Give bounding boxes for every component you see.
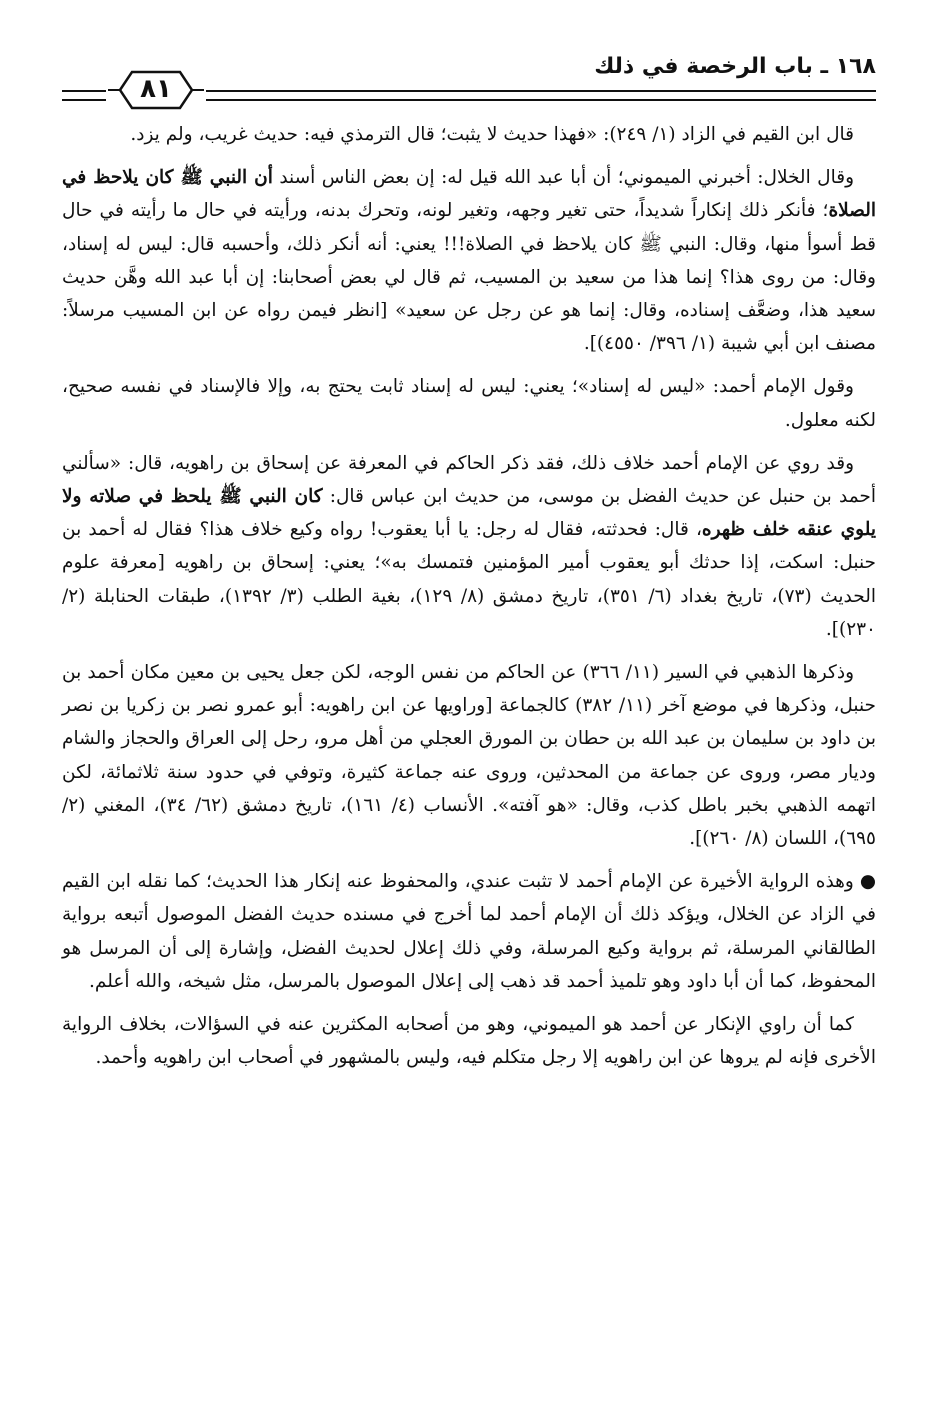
paragraph-text: كما أن راوي الإنكار عن أحمد هو الميموني، وهو من أصحابه المكثرين عنه في السؤالات، بخلاف الرواية الأخرى فإنه لم يروها عن ابن راهويه إلا رجل متكلم فيه، وليس بالمشهور في أصحاب ابن راهويه وأحمد.: [62, 1014, 876, 1069]
paragraph-ahmad-statement: [62, 370, 876, 436]
paragraph-text: وقد روي عن الإمام أحمد خلاف ذلك، فقد ذكر الحاكم في المعرفة عن إسحاق بن راهويه، قال: «سألني أحمد بن حنبل عن حديث الفضل بن موسى، من حديث ابن عباس قال:: [62, 452, 876, 508]
paragraph-hakim: [62, 447, 876, 646]
highlighted-hadith: كان النبي ﷺ يلحظ في صلاته ولا يلوي عنقه خلف ظهره: [62, 486, 876, 541]
paragraph-author-note: [62, 865, 876, 998]
paragraph-text: وقال الخلال: أخبرني الميموني؛ أن أبا عبد الله قيل له: إن بعض الناس أسند: [272, 167, 854, 189]
highlighted-hadith: أن النبي ﷺ كان يلاحظ في الصلاة: [62, 167, 876, 222]
page-number: ٨١: [140, 74, 172, 104]
bullet-icon: ●: [859, 871, 876, 893]
page-header: [62, 52, 876, 108]
paragraph-text: وهذه الرواية الأخيرة عن الإمام أحمد لا تثبت عندي، والمحفوظ عنه إنكار هذا الحديث؛ كما نقله ابن القيم في الزاد عن الخلال، ويؤكد ذلك أن الإمام أحمد لما أخرج في مسنده حديث الفضل الموصول أتبعه برواية الطالقاني المرسلة، ثم برواية وكيع المرسلة، وفي ذلك إعلال لحديث الفضل، وإشارة إلى أن المرسل هو المحفوظ، كما أن أبا داود وهو تلميذ أحمد قد ذهب إلى إعلال الموصول بالمرسل، مثل شيخه، والله أعلم.: [62, 871, 876, 992]
paragraph-ibn-qayyim: [62, 118, 876, 151]
paragraph-dhahabi: [62, 656, 876, 855]
paragraph-text: ؛ فأنكر ذلك إنكاراً شديداً، حتى تغير وجهه، وتغير لونه، وتحرك بدنه، ورأيته في حال ما رأيته في حال قط أسوأ منها، وقال: النبي ﷺ كان يلاحظ في الصلاة!!! يعني: أنه أنكر ذلك، وأحسبه قال: ليس له إسناد، وقال: من روى هذا؟ إنما هذا من سعيد بن المسيب، ثم قال لي بعض أصحابنا: إن أبا عبد الله وهَّن حديث سعيد هذا، وضعَّف إسناده، وقال: إنما هو عن رجل عن سعيد» [انظر فيمن رواه عن ابن المسيب مرسلاً: مصنف ابن أبي شيبة (١/ ٣٩٦/ ٤٥٥٠)].: [62, 200, 876, 355]
paragraph-khallal: [62, 161, 876, 360]
paragraph-text: ، قال: فحدثته، فقال له رجل: يا أبا يعقوب! رواه وكيع خلاف هذا؟ فقال له أحمد بن حنبل: اسكت، إذا حدثك أبو يعقوب أمير المؤمنين فتمسك به»؛ يعني: إسحاق بن راهويه [معرفة علوم الحديث (٧٣)، تاريخ بغداد (٦/ ٣٥١)، تاريخ دمشق (٨/ ١٢٩)، بغية الطلب (٣/ ١٣٩٢)، طبقات الحنابلة (٢/ ٢٣٠)].: [62, 519, 876, 640]
paragraph-text: قال ابن القيم في الزاد (١/ ٢٤٩): «فهذا حديث لا يثبت؛ قال الترمذي فيه: حديث غريب، ولم يزد.: [130, 124, 854, 145]
chapter-title: ١٦٨ ـ باب الرخصة في ذلك: [594, 54, 876, 79]
page-number-badge: [106, 68, 206, 112]
paragraph-maymuni: [62, 1008, 876, 1074]
paragraph-text: وقول الإمام أحمد: «ليس له إسناد»؛ يعني: ليس له إسناد ثابت يحتج به، وإلا فالإسناد في نفسه صحيح، لكنه معلول.: [62, 376, 876, 431]
main-text: [62, 118, 876, 1084]
paragraph-text: وذكرها الذهبي في السير (١١/ ٣٦٦) عن الحاكم من نفس الوجه، لكن جعل يحيى بن معين مكان أحمد بن حنبل، وذكرها في موضع آخر (١١/ ٣٨٢) كالجماعة [وراويها عن ابن راهويه: أبو عمرو نصر بن زكريا بن نصر بن داود بن سليمان بن عبد الله بن حطان بن المورق العجلي من أهل مرو، رحل إلى العراق والحجاز والشام وديار مصر، وروى عن جماعة من المحدثين، وروى عنه جماعة كثيرة، وتوفي في حدود سنة ثلاثمائة، لكن اتهمه الذهبي بخبر باطل كذب، وقال: «هو آفته». الأنساب (٤/ ١٦١)، تاريخ دمشق (٦٢/ ٣٤)، المغني (٢/ ٦٩٥)، اللسان (٨/ ٢٦٠)].: [62, 662, 876, 850]
